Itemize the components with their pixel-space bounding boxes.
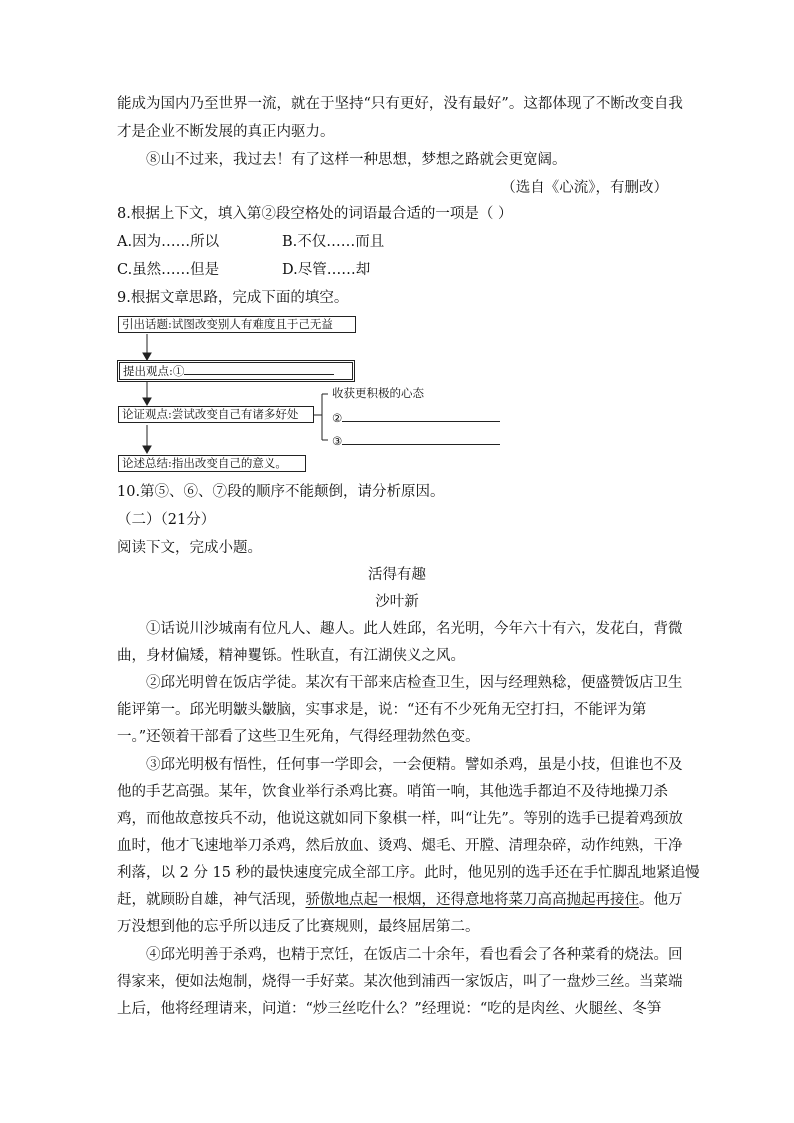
option-d: D.尽管……却 xyxy=(282,262,371,278)
passage-line: ④邱光明善于杀鸡，也精于烹饪，在饭店二十余年，看也看会了各种菜肴的烧法。回 xyxy=(146,947,683,963)
arrow-down-icon xyxy=(143,398,151,405)
passage-line: 他的手艺高强。某年，饮食业举行杀鸡比赛。哨笛一响，其他选手都迫不及待地操刀杀 xyxy=(117,784,668,800)
passage-author: 沙叶新 xyxy=(375,594,419,610)
flow-box-viewpoint xyxy=(117,360,355,382)
paragraph-line: 才是企业不断发展的真正内驱力。 xyxy=(117,124,335,140)
passage-line: ②邱光明曾在饭店学徒。某次有干部来店检查卫生，因与经理熟稔，便盛赞饭店卫生 xyxy=(146,675,683,691)
passage-line: 利落，以 2 分 15 秒的最快速度完成全部工序。此时，他见别的选手还在手忙脚乱地紧追慢 xyxy=(117,865,700,881)
passage-line: ③邱光明极有悟性，任何事一学即会，一会便精。譬如杀鸡，虽是小技，但谁也不及 xyxy=(146,757,683,773)
passage-line: 曲，身材偏矮，精神矍铄。性耿直，有江湖侠义之风。 xyxy=(117,648,465,664)
flow-box-argument: 论证观点:尝试改变自己有诸多好处 xyxy=(118,406,314,423)
passage-title: 活得有趣 xyxy=(368,567,426,583)
passage-line: 上后，他将经理请来，问道：“炒三丝吃什么？”经理说：“吃的是肉丝、火腿丝、冬笋 xyxy=(117,1001,662,1017)
blank-3[interactable] xyxy=(342,433,500,445)
arrow-down-icon xyxy=(143,353,151,360)
underlined-sentence: 骄傲地点起一根烟，还得意地将菜刀高高抛起再接住 xyxy=(305,892,639,908)
flow-box-summary: 论述总结:指出改变自己的意义。 xyxy=(118,455,306,472)
arrow-down-icon xyxy=(143,446,151,453)
passage-line: 万没想到他的忘乎所以违反了比赛规则，最终屈居第二。 xyxy=(117,919,480,935)
branch-1: 收获更积极的心态 xyxy=(332,386,424,400)
reading-instruction: 阅读下文，完成小题。 xyxy=(117,540,262,556)
option-b: B.不仅……而且 xyxy=(282,234,385,250)
passage-text: 。他万 xyxy=(639,892,683,908)
paragraph-line: 能成为国内乃至世界一流，就在于坚持“只有更好，没有最好”。这都体现了不断改变自我 xyxy=(117,96,683,112)
section-heading: （二）（21分） xyxy=(117,512,216,528)
passage-line: 一。”还领着干部看了这些卫生死角，气得经理勃然色变。 xyxy=(117,729,480,745)
source-citation: （选自《心流》，有删改） xyxy=(501,180,668,196)
flow-box-intro: 引出话题:试图改变别人有难度且于己无益 xyxy=(118,316,356,333)
option-c: C.虽然……但是 xyxy=(117,262,220,278)
question-8-stem: 8.根据上下文，填入第②段空格处的词语最合适的一项是（ ） xyxy=(117,206,513,222)
blank-1[interactable] xyxy=(184,363,334,375)
passage-line: 得家来，便如法炮制，烧得一手好菜。某次他到浦西一家饭店，叫了一盘炒三丝。当菜端 xyxy=(117,974,683,990)
blank-2[interactable] xyxy=(342,410,500,422)
option-a: A.因为……所以 xyxy=(117,234,220,250)
paragraph-8: ⑧山不过来，我过去！有了这样一种思想，梦想之路就会更宽阔。 xyxy=(146,152,567,168)
passage-text: 赶，就顾盼自雄，神气活现， xyxy=(117,892,306,908)
branch-2 xyxy=(332,410,500,426)
passage-line: 血时，他才飞速地举刀杀鸡，然后放血、烫鸡、煺毛、开膛、清理杂碎，动作纯熟，干净 xyxy=(117,838,683,854)
passage-line xyxy=(117,890,683,910)
passage-line: 能评第一。邱光明皺头皺脑，实事求是，说：“还有不少死角无空打扫，不能评为第 xyxy=(117,702,647,718)
passage-line: ①话说川沙城南有位凡人、趣人。此人姓邱，名光明，今年六十有六，发花白，背微 xyxy=(146,621,683,637)
branch-2-label: ② xyxy=(332,411,343,425)
branch-3 xyxy=(332,433,500,449)
question-9-stem: 9.根据文章思路，完成下面的填空。 xyxy=(117,290,349,306)
branch-3-label: ③ xyxy=(332,434,343,448)
viewpoint-label: 提出观点:① xyxy=(123,364,185,378)
passage-line: 鸡，而他故意按兵不动，他说这就如同下象棋一样，叫“让先”。等别的选手已提着鸡颈放 xyxy=(117,811,683,827)
question-10-stem: 10.第⑤、⑥、⑦段的顺序不能颠倒，请分析原因。 xyxy=(117,484,445,500)
